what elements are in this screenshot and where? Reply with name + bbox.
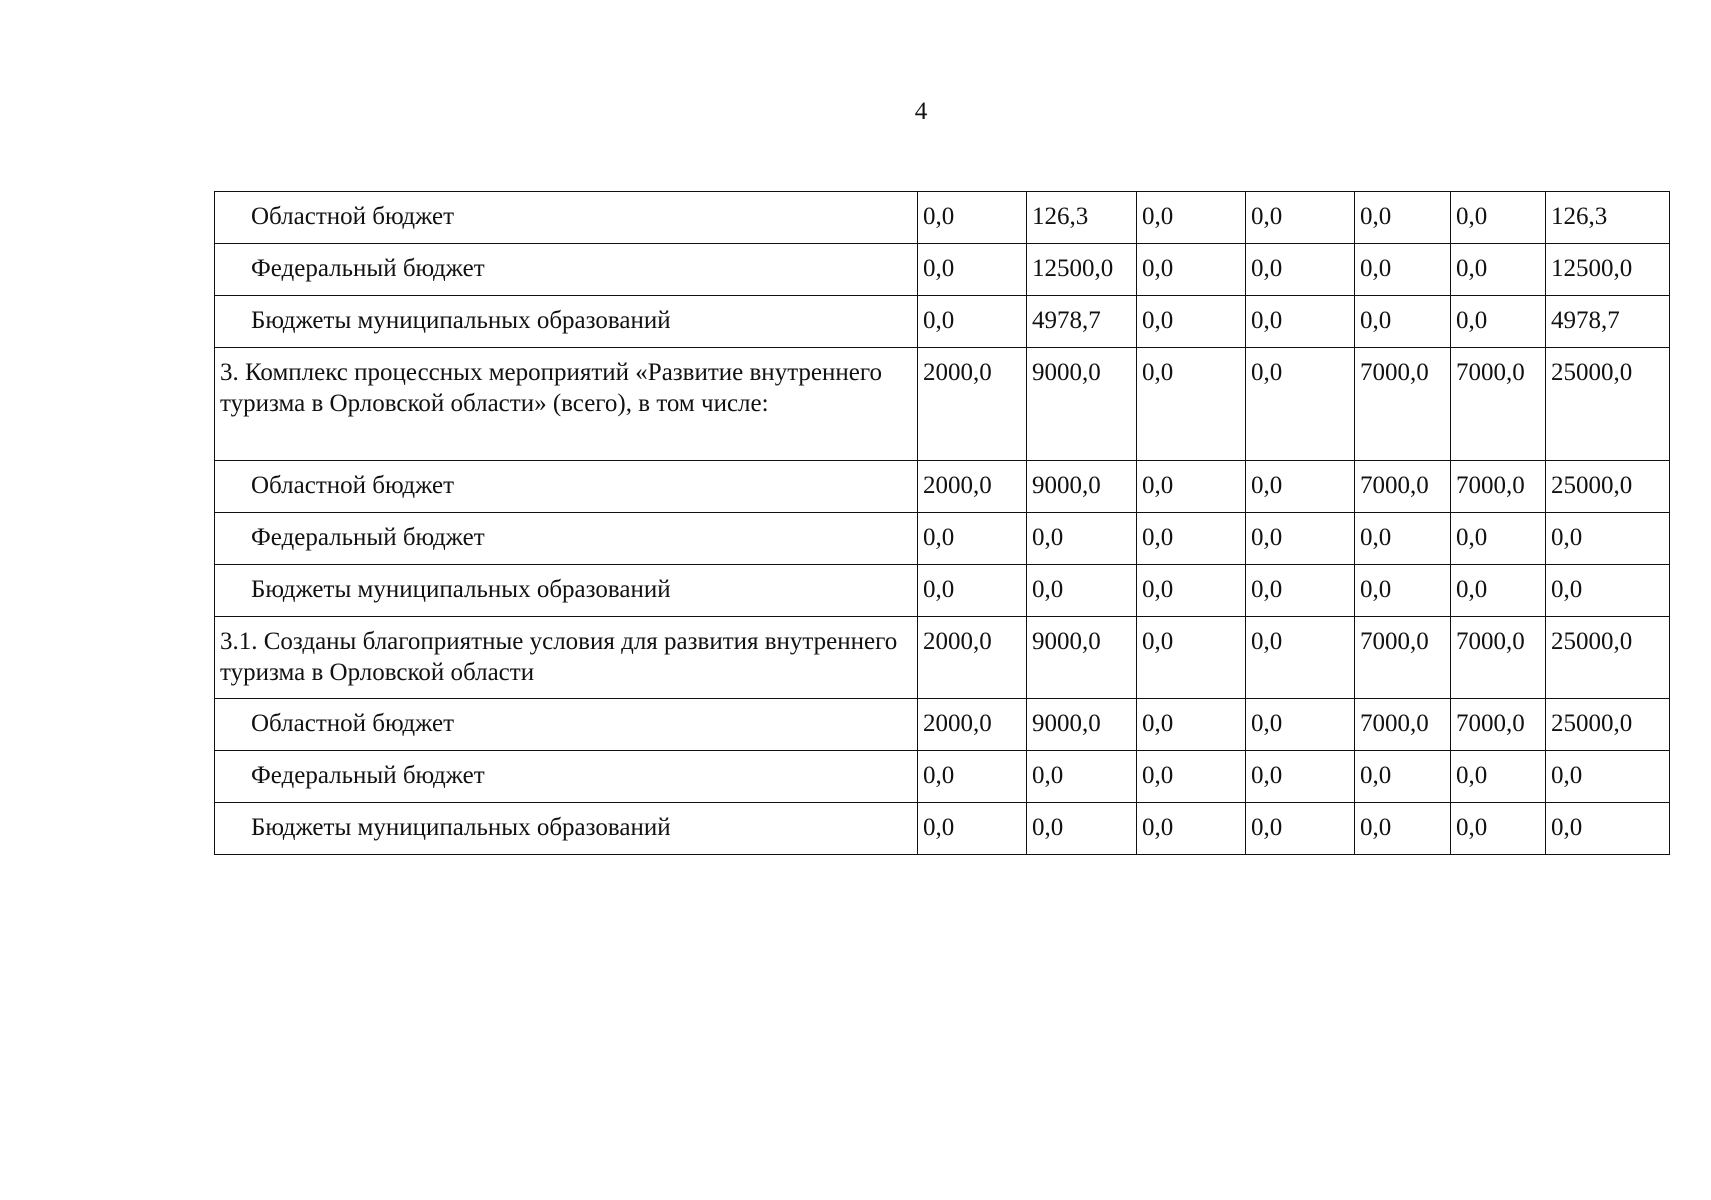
row-label: Бюджеты муниципальных образований (215, 296, 918, 348)
value-cell: 0,0 (1027, 513, 1137, 565)
value-cell: 0,0 (1246, 803, 1355, 855)
value-cell: 0,0 (918, 565, 1027, 617)
value-cell: 0,0 (918, 192, 1027, 244)
value-cell: 126,3 (1546, 192, 1670, 244)
value-cell: 0,0 (1246, 513, 1355, 565)
value-cell: 0,0 (1355, 513, 1451, 565)
value-cell: 25000,0 (1546, 348, 1670, 461)
budget-table-container (214, 191, 1669, 855)
value-cell: 0,0 (1355, 751, 1451, 803)
value-cell: 2000,0 (918, 461, 1027, 513)
table-row (215, 348, 1670, 461)
value-cell: 0,0 (1246, 565, 1355, 617)
value-cell: 12500,0 (1027, 244, 1137, 296)
group-label: 3.1. Созданы благоприятные условия для развития внутреннего туризма в Орловской области (215, 617, 918, 699)
value-cell: 0,0 (1137, 461, 1246, 513)
value-cell: 7000,0 (1451, 699, 1546, 751)
value-cell: 0,0 (1246, 348, 1355, 461)
table-row (215, 513, 1670, 565)
value-cell: 0,0 (1546, 513, 1670, 565)
value-cell: 0,0 (1355, 296, 1451, 348)
group-label: 3. Комплекс процессных мероприятий «Развитие внутреннего туризма в Орловской области» (всего), в том числе: (215, 348, 918, 461)
table-row (215, 296, 1670, 348)
value-cell: 9000,0 (1027, 461, 1137, 513)
value-cell: 4978,7 (1546, 296, 1670, 348)
value-cell: 0,0 (1027, 751, 1137, 803)
value-cell: 0,0 (1546, 803, 1670, 855)
value-cell: 0,0 (1451, 296, 1546, 348)
value-cell: 7000,0 (1451, 617, 1546, 699)
value-cell: 7000,0 (1355, 699, 1451, 751)
value-cell: 25000,0 (1546, 617, 1670, 699)
value-cell: 9000,0 (1027, 348, 1137, 461)
value-cell: 0,0 (1027, 803, 1137, 855)
row-label: Областной бюджет (215, 699, 918, 751)
value-cell: 2000,0 (918, 348, 1027, 461)
value-cell: 0,0 (1355, 565, 1451, 617)
value-cell: 0,0 (918, 513, 1027, 565)
row-label: Федеральный бюджет (215, 751, 918, 803)
value-cell: 0,0 (1137, 348, 1246, 461)
value-cell: 0,0 (1246, 192, 1355, 244)
table-row (215, 803, 1670, 855)
row-label: Федеральный бюджет (215, 513, 918, 565)
table-row (215, 244, 1670, 296)
value-cell: 2000,0 (918, 617, 1027, 699)
value-cell: 0,0 (1451, 513, 1546, 565)
row-label: Федеральный бюджет (215, 244, 918, 296)
value-cell: 0,0 (1246, 751, 1355, 803)
page-number: 4 (914, 98, 928, 125)
value-cell: 7000,0 (1355, 461, 1451, 513)
value-cell: 0,0 (1137, 751, 1246, 803)
budget-table (214, 191, 1670, 855)
value-cell: 0,0 (918, 244, 1027, 296)
table-row (215, 617, 1670, 699)
value-cell: 0,0 (918, 296, 1027, 348)
value-cell: 0,0 (1137, 244, 1246, 296)
value-cell: 7000,0 (1355, 348, 1451, 461)
row-label: Областной бюджет (215, 461, 918, 513)
value-cell: 2000,0 (918, 699, 1027, 751)
value-cell: 7000,0 (1451, 348, 1546, 461)
value-cell: 0,0 (1355, 192, 1451, 244)
value-cell: 0,0 (1137, 699, 1246, 751)
value-cell: 126,3 (1027, 192, 1137, 244)
value-cell: 0,0 (1137, 192, 1246, 244)
value-cell: 12500,0 (1546, 244, 1670, 296)
value-cell: 0,0 (1137, 513, 1246, 565)
value-cell: 7000,0 (1451, 461, 1546, 513)
value-cell: 0,0 (918, 751, 1027, 803)
value-cell: 0,0 (1355, 244, 1451, 296)
value-cell: 0,0 (1137, 296, 1246, 348)
value-cell: 0,0 (1546, 751, 1670, 803)
value-cell: 0,0 (1027, 565, 1137, 617)
value-cell: 0,0 (1246, 244, 1355, 296)
table-row (215, 565, 1670, 617)
value-cell: 25000,0 (1546, 699, 1670, 751)
value-cell: 0,0 (1246, 461, 1355, 513)
value-cell: 0,0 (1137, 803, 1246, 855)
value-cell: 0,0 (1451, 803, 1546, 855)
table-row (215, 751, 1670, 803)
table-row (215, 699, 1670, 751)
table-row (215, 461, 1670, 513)
value-cell: 0,0 (918, 803, 1027, 855)
value-cell: 4978,7 (1027, 296, 1137, 348)
value-cell: 0,0 (1246, 699, 1355, 751)
value-cell: 0,0 (1246, 296, 1355, 348)
value-cell: 0,0 (1355, 803, 1451, 855)
row-label: Бюджеты муниципальных образований (215, 565, 918, 617)
row-label: Бюджеты муниципальных образований (215, 803, 918, 855)
value-cell: 0,0 (1451, 244, 1546, 296)
value-cell: 7000,0 (1355, 617, 1451, 699)
value-cell: 25000,0 (1546, 461, 1670, 513)
value-cell: 9000,0 (1027, 617, 1137, 699)
value-cell: 0,0 (1546, 565, 1670, 617)
row-label: Областной бюджет (215, 192, 918, 244)
value-cell: 0,0 (1137, 565, 1246, 617)
value-cell: 0,0 (1137, 617, 1246, 699)
value-cell: 0,0 (1451, 192, 1546, 244)
value-cell: 0,0 (1246, 617, 1355, 699)
value-cell: 0,0 (1451, 751, 1546, 803)
value-cell: 0,0 (1451, 565, 1546, 617)
value-cell: 9000,0 (1027, 699, 1137, 751)
table-row (215, 192, 1670, 244)
